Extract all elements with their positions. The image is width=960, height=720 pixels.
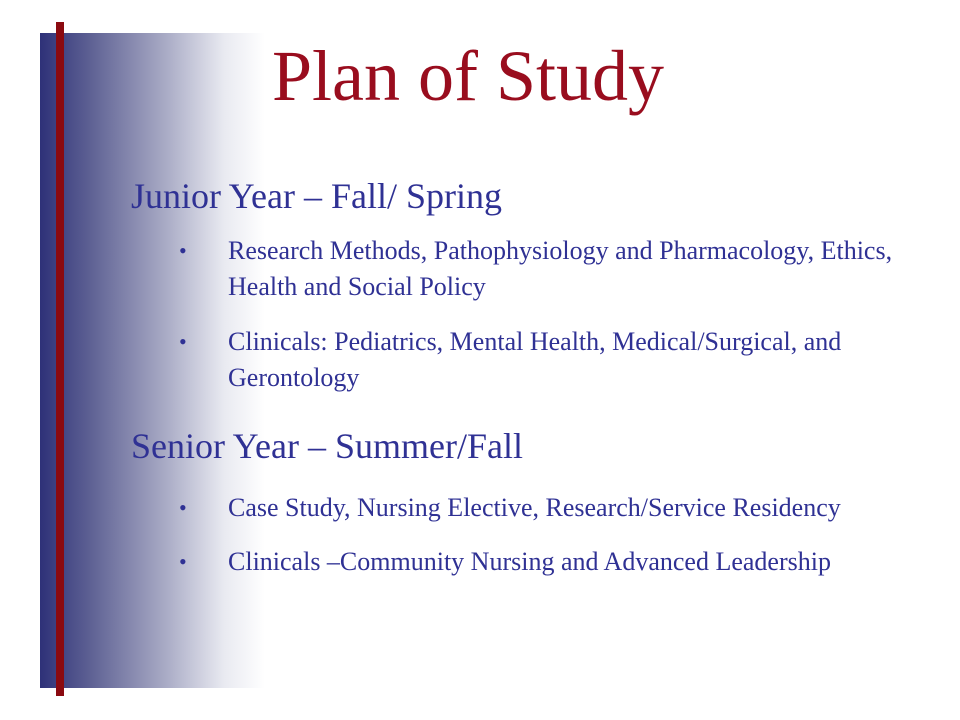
bullet-list	[131, 490, 931, 580]
bullet-item	[131, 490, 931, 526]
bullet-item	[131, 544, 931, 580]
bullet-text: Case Study, Nursing Elective, Research/Service Residency	[228, 493, 841, 522]
bullet-list	[131, 233, 931, 396]
decorative-red-bar	[56, 22, 64, 696]
section-senior-year	[131, 422, 931, 580]
bullet-icon: •	[179, 329, 187, 354]
section-heading: Senior Year – Summer/Fall	[131, 426, 523, 466]
section-heading: Junior Year – Fall/ Spring	[131, 176, 503, 216]
slide-title: Plan of Study	[272, 36, 665, 116]
bullet-text: Research Methods, Pathophysiology and Pharmacology, Ethics, Health and Social Policy	[228, 236, 893, 301]
bullet-icon: •	[179, 549, 187, 574]
bullet-text: Clinicals: Pediatrics, Mental Health, Medical/Surgical, and Gerontology	[228, 327, 842, 392]
bullet-icon: •	[179, 238, 187, 263]
slide-content	[131, 172, 931, 580]
bullet-item	[131, 324, 931, 396]
section-junior-year	[131, 172, 931, 396]
bullet-icon: •	[179, 495, 187, 520]
bullet-text: Clinicals –Community Nursing and Advanced Leadership	[228, 547, 831, 576]
bullet-item	[131, 233, 931, 305]
